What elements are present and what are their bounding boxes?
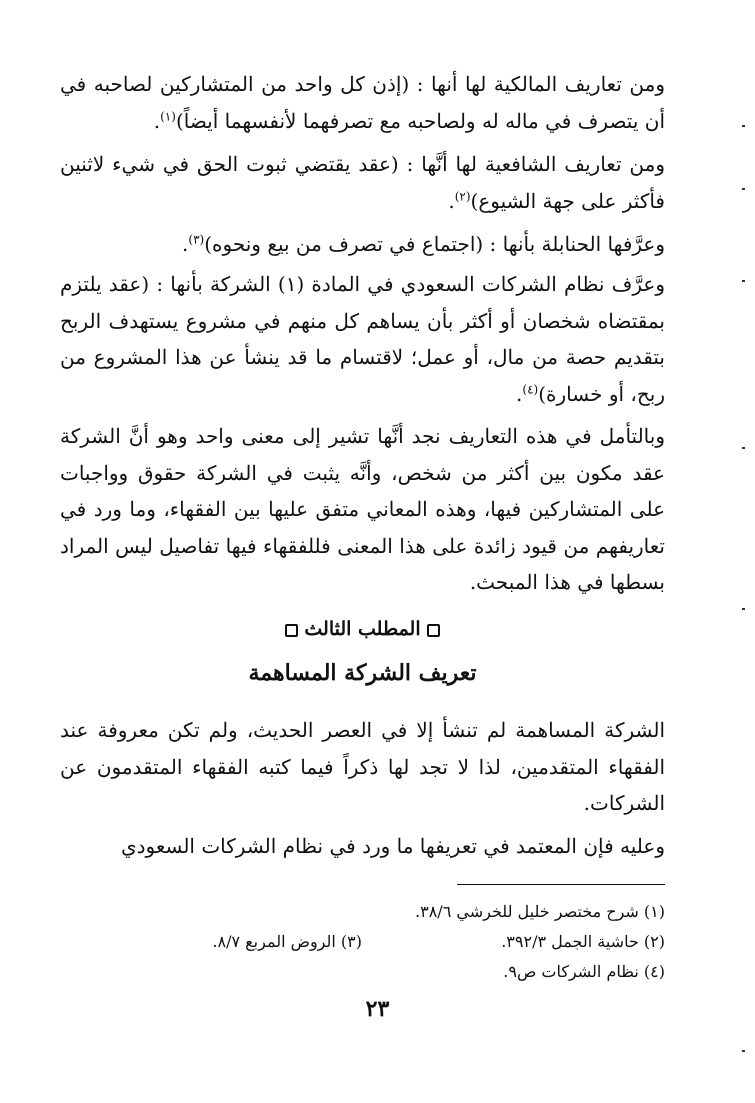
paragraph-reflection xyxy=(60,418,665,601)
footnote-ref: (٣) xyxy=(188,232,205,247)
footnote-2: (٢) حاشية الجمل ٣٩٢/٣. xyxy=(501,932,665,951)
section-heading xyxy=(60,618,665,640)
paragraph-text: الشركة المساهمة لم تنشأ إلا في العصر الحديث، ولم تكن معروفة عند الفقهاء المتقدمين، لذا لا تجد لها ذكراً فيما كتبه الفقهاء المتقدمون عن الشركات. xyxy=(60,718,665,815)
scan-mark xyxy=(742,280,745,282)
paragraph-text: ومن تعاريف المالكية لها أنها : (إذن كل واحد من المتشاركين لصاحبه في أن يتصرف في ماله له ولصاحبه مع تصرفهما لأنفسهما أيضاً) xyxy=(60,72,665,133)
paragraph-shafii-definition xyxy=(60,146,665,219)
paragraph-text: ومن تعاريف الشافعية لها أنَّها : (عقد يقتضي ثبوت الحق في شيء لاثنين فأكثر على جهة الشيوع) xyxy=(60,152,665,213)
paragraph-text: وبالتأمل في هذه التعاريف نجد أنَّها تشير إلى معنى واحد وهو أنَّ الشركة عقد مكون بين أكثر من شخص، وأنَّه يثبت في الشركة حقوق وواجبات على المتشاركين فيها، وهذه المعاني متفق عليها بين الفقهاء، وما ورد في تعاريفهم من قيود زائدة على هذا المعنى فللفقهاء فيها تفاصيل ليس المراد بسطها في هذا المبحث. xyxy=(60,424,665,594)
square-ornament-icon xyxy=(285,624,298,637)
paragraph-saudi-law-definition xyxy=(60,266,665,412)
paragraph-joint-stock-intro xyxy=(60,712,665,822)
footnote-ref: (٢) xyxy=(454,188,471,203)
scan-mark xyxy=(742,447,745,449)
paragraph-end: . xyxy=(448,188,455,213)
footnote-3: (٣) الروض المربع ٨/٧. xyxy=(212,932,362,951)
paragraph-end: . xyxy=(516,381,523,406)
footnote-1: (١) شرح مختصر خليل للخرشي ٣٨/٦. xyxy=(415,902,665,921)
footnote-ref: (٤) xyxy=(522,381,539,396)
paragraph-joint-stock-definition xyxy=(60,828,665,865)
scan-mark xyxy=(742,188,745,190)
section-heading-text: المطلب الثالث xyxy=(304,618,421,640)
scan-mark xyxy=(742,608,745,610)
footnote-4: (٤) نظام الشركات ص٩. xyxy=(503,962,665,981)
paragraph-end: . xyxy=(153,108,161,133)
footnote-separator xyxy=(457,884,665,885)
paragraph-text: وعليه فإن المعتمد في تعريفها ما ورد في نظام الشركات السعودي xyxy=(120,834,665,858)
paragraph-text: وعرَّفها الحنابلة بأنها : (اجتماع في تصرف من بيع ونحوه) xyxy=(204,232,665,256)
scan-mark xyxy=(742,125,745,127)
paragraph-end: . xyxy=(182,232,189,256)
page-number: ٢٣ xyxy=(365,996,390,1022)
section-title: تعريف الشركة المساهمة xyxy=(248,660,477,686)
paragraph-hanbali-definition xyxy=(60,226,665,263)
square-ornament-icon xyxy=(427,624,440,637)
footnote-ref: (١) xyxy=(160,108,176,123)
paragraph-maliki-definition xyxy=(60,66,665,139)
scan-mark xyxy=(742,1050,745,1052)
paragraph-text: وعرَّف نظام الشركات السعودي في المادة (١) الشركة بأنها : (عقد يلتزم بمقتضاه شخصان أو أكثر بأن يساهم كل منهم في مشروع يستهدف الربح بتقديم حصة من مال، أو عمل؛ لاقتسام ما قد ينشأ عن هذا المشروع من ربح، أو خسارة) xyxy=(60,272,665,406)
